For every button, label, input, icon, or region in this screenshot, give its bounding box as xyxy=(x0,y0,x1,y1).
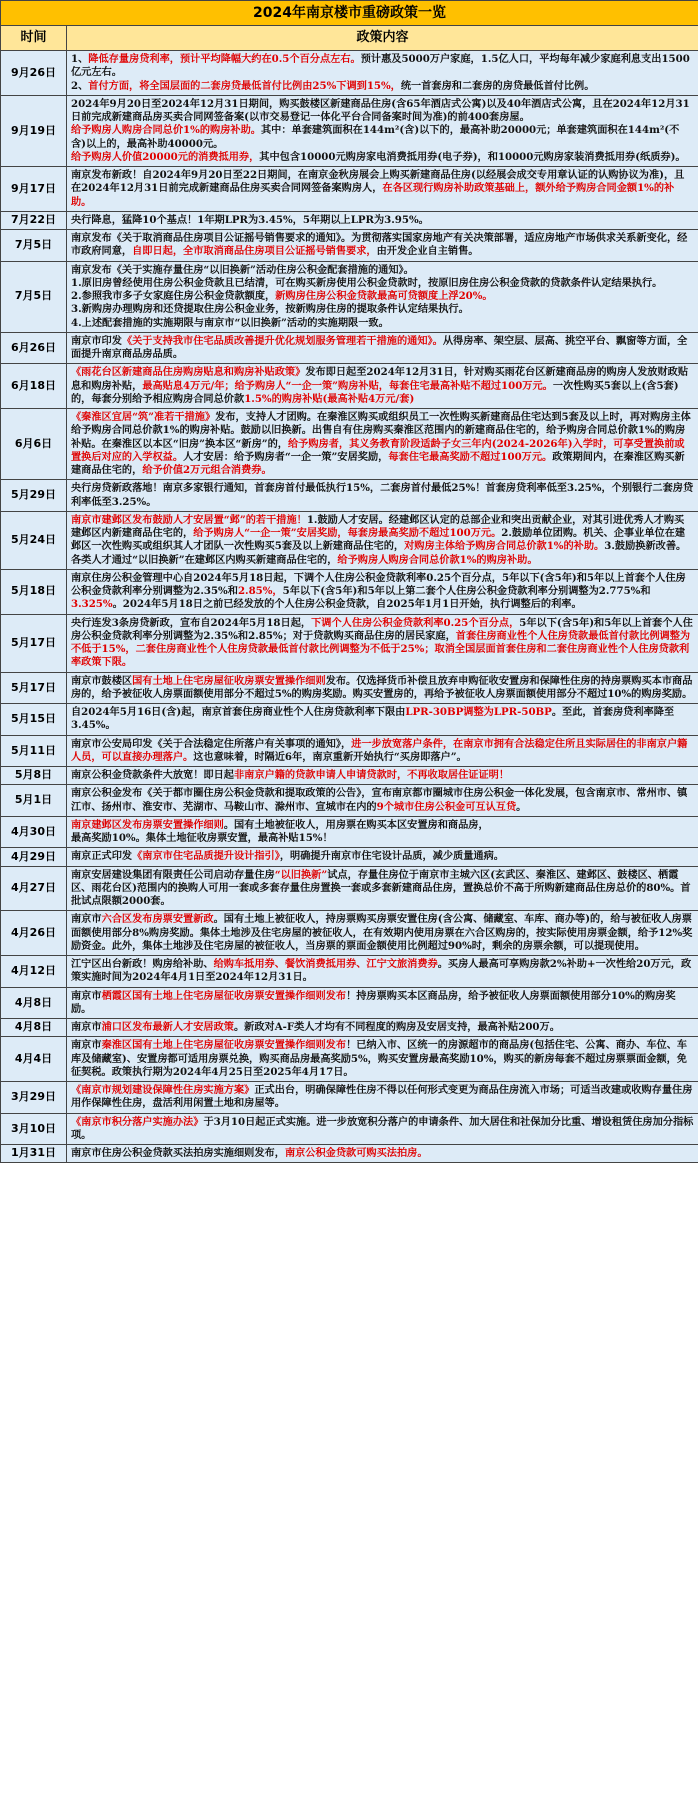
content-text: 5年以下(含5年)和5年以上首套个人住房公积金贷款利率分别调整为2.35%和2.85%；对于贷款购买商品住房的居民家庭， xyxy=(71,616,693,642)
row-date: 9月17日 xyxy=(1,167,67,212)
row-content xyxy=(67,767,698,785)
highlight-text: 降低存量房贷利率，预计平均降幅大约在0.5个百分点左右。 xyxy=(88,53,361,65)
highlight-text: 在各区现行购房补助政策基础上，额外给予购房合同金额1%的补助。 xyxy=(71,182,675,208)
table-row xyxy=(1,614,698,672)
row-content xyxy=(67,1082,698,1114)
content-text: 一次性购买5套以上(含5套)的，每套分别给予相应购房合同总价款 xyxy=(71,379,679,405)
table-row xyxy=(1,956,698,988)
row-date: 9月19日 xyxy=(1,95,67,166)
content-text: 最高奖励10%。集体土地征收房票安置，最高补贴15%！ xyxy=(71,832,333,844)
table-row xyxy=(1,480,698,512)
content-text: ！持房票购买本区商品房，给予被征收人房票面额使用部分10%的购房奖励。 xyxy=(71,989,676,1015)
content-text: 人才安居：给予购房者“一企一策”安居奖励， xyxy=(183,450,389,463)
content-text: 江宁区出台新政！购房给补助、 xyxy=(71,958,214,970)
content-text: 南京市鼓楼区 xyxy=(71,674,133,687)
row-content xyxy=(67,785,698,817)
content-text: 2024年9月20日至2024年12月31日期间，购买鼓楼区新建商品住房(含65年酒店式公寓)以及40年酒店式公寓，且在2024年12月31日前完成新建商品房买卖合同网签备案(以市交易登记一体化平台合同备案时间为准)的前400套房屋。 xyxy=(71,97,690,123)
content-text: 央行降息，猛降10个基点！1年期LPR为3.45%，5年期以上LPR为3.95%。 xyxy=(71,213,429,226)
table-row xyxy=(1,167,698,212)
row-date: 5月11日 xyxy=(1,735,67,767)
table-row xyxy=(1,785,698,817)
row-content xyxy=(67,1019,698,1037)
row-content xyxy=(67,480,698,512)
row-date: 9月26日 xyxy=(1,51,67,96)
row-date: 4月8日 xyxy=(1,987,67,1019)
row-date: 7月22日 xyxy=(1,211,67,229)
table-row xyxy=(1,1113,698,1145)
row-content xyxy=(67,956,698,988)
highlight-text: 2.85%， xyxy=(237,585,283,597)
content-text: 央行房贷新政落地！南京多家银行通知，首套房首付最低执行15%，二套房首付最低25%！首套房贷利率低至3.25%，个别银行二套房贷利率低至3.25%。 xyxy=(71,482,694,508)
content-text: 政策期间内，在秦淮区购买新建商品住宅的， xyxy=(71,450,685,476)
highlight-text: 浦口区发布最新人才安居政策 xyxy=(101,1021,234,1033)
highlight-text: 给购车抵用券、餐饮消费抵用券、江宁文旅消费券 xyxy=(213,958,438,970)
table-row xyxy=(1,261,698,332)
highlight-text: 秦淮区国有土地上住宅房屋征收房票安置操作细则发布 xyxy=(101,1039,347,1052)
highlight-text: 非南京户籍的贷款申请人申请贷款时，不再收取居住证证明！ xyxy=(234,769,510,781)
table-row xyxy=(1,1037,698,1082)
highlight-text: 首付方面，将全国层面的二套房贷最低首付比例由25%下调到15%， xyxy=(88,79,401,92)
highlight-text: 给予购房人购房合同总价1%的购房补助。 xyxy=(71,124,261,137)
row-date: 3月10日 xyxy=(1,1113,67,1145)
row-date: 4月12日 xyxy=(1,956,67,988)
table-row xyxy=(1,332,698,364)
highlight-text: LPR-30BP调整为LPR-50BP xyxy=(405,706,552,718)
row-content xyxy=(67,848,698,866)
highlight-text: 进一步放宽落户条件，在南京市拥有合法稳定住所且实际居住的非南京户籍人员，可以直接办理落户。 xyxy=(71,737,688,763)
row-content xyxy=(67,51,698,96)
content-text: 3.鼓励换新改善。各类人才通过“以旧换新”在建邺区内购买新建商品住宅的， xyxy=(71,540,687,566)
content-text: 。国有土地被征收人，用房票在购买本区安置房和商品房， xyxy=(223,818,489,831)
highlight-text: 《南京市住宅品质提升设计指引》 xyxy=(132,850,280,863)
row-date: 5月24日 xyxy=(1,511,67,569)
content-text: 正式出台，明确保障性住房不得以任何形式变更为商品住房流入市场；可适当改建或收购存量住房用作保障性住房，盘活利用闲置土地和房屋等。 xyxy=(71,1084,693,1110)
row-date: 4月4日 xyxy=(1,1037,67,1082)
row-date: 5月15日 xyxy=(1,704,67,736)
content-text: 南京公积金贷款条件大放宽！即日起 xyxy=(71,769,234,781)
content-text: ，明确提升南京市住宅设计品质，减少质量通病。 xyxy=(279,850,504,863)
row-date: 5月17日 xyxy=(1,672,67,704)
row-content xyxy=(67,735,698,767)
content-text: 。国有土地上被征收人，持房票购买房票安置住房(含公寓、储藏室、车库、商办等)的，给与被征收人房票面额使用部分8%购房奖励。集体土地涉及住宅房屋的被征收人，在有效期内使用房票在六合区购房的，按实际使用房票金额，给予12%奖励资金。此外，集体土地涉及住宅房屋的被征收人，当房票的票面金额使用比例超过90%时，剩余的房票余额，可以提现使用。 xyxy=(71,913,693,952)
row-content xyxy=(67,95,698,166)
content-text: 2.鼓励单位团购。机关、企事业单位在建邺区一次性购买或组织其人才团队一次性购买5套及以上新建商品住宅的， xyxy=(71,527,686,553)
table-row xyxy=(1,511,698,569)
column-header-date: 时间 xyxy=(1,26,67,51)
title-row xyxy=(1,1,698,26)
highlight-text: 《南京市规划建设保障性住房实施方案》 xyxy=(71,1084,255,1096)
content-text: 南京市 xyxy=(71,913,102,926)
content-text: 。新政对A-F类人才均有不同程度的购房及安居支持，最高补贴200万。 xyxy=(234,1021,560,1033)
row-content xyxy=(67,332,698,364)
row-date: 5月17日 xyxy=(1,614,67,672)
highlight-text: 给予购房人价值20000元的消费抵用券， xyxy=(71,150,260,163)
row-content xyxy=(67,230,698,262)
table-row xyxy=(1,816,698,848)
highlight-text: 新购房住房公积金贷款最高可贷额度上浮20%。 xyxy=(275,290,493,302)
content-text: 。买房人最高可享购房款2%补助+一次性给20万元，政策实施时间为2024年4月1日至2024年12月31日。 xyxy=(71,958,692,984)
content-text: 南京发布《关于取消商品住房项目公证摇号销售要求的通知》。为贯彻落实国家房地产有关决策部署，适应房地产市场供求关系新变化，经市政府同意， xyxy=(71,232,688,258)
row-date: 6月26日 xyxy=(1,332,67,364)
row-date: 5月1日 xyxy=(1,785,67,817)
content-text: 发布。仅选择货币补偿且放弃申购征收安置房和保障性住房的持房票购买本市商品房的，给予被征收人房票面额使用部分不超过5%的购房奖励。购买安置房的，再给予被征收人房票面额使用部分不超过10%的购房奖励。 xyxy=(71,674,693,700)
content-text: 。 xyxy=(516,800,527,813)
row-date: 4月29日 xyxy=(1,848,67,866)
row-content xyxy=(67,511,698,569)
table-row xyxy=(1,230,698,262)
content-text: 。至此，首套房贷利率降至3.45%。 xyxy=(71,706,675,732)
content-text: 5年以下(含5年)和5年以上第二套个人住房公积金贷款利率分别调整为2.775%和 xyxy=(282,585,651,597)
row-content xyxy=(67,167,698,212)
content-text: 发布，支持人才团购。在秦淮区购买或组织员工一次性购买新建商品住宅达到5套及以上时，再对购房主体给予购房合同总价款1%的购房补贴。鼓励以旧换新。出售自有住房购买秦淮区范围内的新建商品住宅的，给予购房合同总价款1%的购房补贴。在秦淮区以本区“旧房”换本区“新房”的， xyxy=(71,411,691,450)
row-content xyxy=(67,1113,698,1145)
policy-rows xyxy=(1,51,698,1163)
content-text: 1、 xyxy=(71,53,89,65)
row-date: 6月6日 xyxy=(1,409,67,480)
table-row xyxy=(1,866,698,911)
table-row xyxy=(1,409,698,480)
table-row xyxy=(1,1082,698,1114)
row-content xyxy=(67,211,698,229)
row-date: 7月5日 xyxy=(1,261,67,332)
row-date: 7月5日 xyxy=(1,230,67,262)
content-text: 南京住房公积金管理中心自2024年5月18日起，下调个人住房公积金贷款利率0.25个百分点，5年以下(含5年)和5年以上首套个人住房公积金贷款利率分别调整为2.35%和 xyxy=(71,571,686,597)
row-date: 4月30日 xyxy=(1,816,67,848)
table-row xyxy=(1,848,698,866)
highlight-text: 南京建邺区发布房票安置操作细则 xyxy=(71,818,224,831)
table-row xyxy=(1,51,698,96)
row-content xyxy=(67,987,698,1019)
content-text: 1.原旧房曾经使用住房公积金贷款且已结清，可在购买新房使用公积金贷款时，按原旧房住房公积金贷款的贷款条件认定结果执行。 xyxy=(71,276,663,289)
content-text: 南京市公安局印发《关于合法稳定住所落户有关事项的通知》， xyxy=(71,737,352,750)
content-text: 发布即日起至2024年12月31日，针对购买雨花台区新建商品房的购房人发放财政贴息和购房补贴， xyxy=(71,366,689,392)
highlight-text: 给予价值2万元组合消费券。 xyxy=(142,464,272,476)
content-text: 南京安居建设集团有限责任公司启动存量住房 xyxy=(71,868,275,881)
content-text: 南京市住房公积金贷款买法拍房实施细则发布， xyxy=(71,1147,285,1159)
highlight-text: 最高贴息4万元/年；给予购房人“一企一策”购房补贴，每套住宅最高补贴不超过100万元。 xyxy=(142,379,553,392)
content-text: 央行连发3条房贷新政，宣布自2024年5月18日起， xyxy=(71,616,312,629)
row-date: 1月31日 xyxy=(1,1145,67,1163)
highlight-text: 栖霞区国有土地上住宅房屋征收房票安置操作细则发布 xyxy=(101,989,347,1002)
row-date: 4月26日 xyxy=(1,911,67,956)
content-text: 从得房率、架空层、层高、挑空平台、飘窗等方面，全面提升南京商品房品质。 xyxy=(71,334,688,360)
highlight-text: 每套住宅最高奖励不超过100万元。 xyxy=(388,450,553,463)
highlight-text: “以旧换新” xyxy=(274,868,328,881)
content-text: 南京市 xyxy=(71,1021,102,1033)
table-row xyxy=(1,95,698,166)
highlight-text: 9个城市住房公积金可互认互贷 xyxy=(376,800,517,813)
table-row xyxy=(1,672,698,704)
content-text: 南京正式印发 xyxy=(71,850,133,863)
row-content xyxy=(67,364,698,409)
highlight-text: 南京市建邺区发布鼓励人才安居置“邺”的若干措施！ xyxy=(71,513,307,526)
content-text: 南京市印发 xyxy=(71,334,122,347)
table-row xyxy=(1,911,698,956)
highlight-text: 南京公积金贷款可购买法拍房。 xyxy=(284,1147,428,1159)
content-text: 南京市 xyxy=(71,1039,102,1052)
content-text: 3.新购房办理购房和还贷提取住房公积金业务，按新购房住房的提取条件认定结果执行。 xyxy=(71,303,469,316)
row-date: 4月8日 xyxy=(1,1019,67,1037)
content-text: 于3月10日起正式实施。进一步放宽积分落户的申请条件、加大居住和社保加分比重、增设租赁住房加分指标项。 xyxy=(71,1115,694,1141)
highlight-text: 《南京市积分落户实施办法》 xyxy=(71,1115,204,1128)
highlight-text: 国有土地上住宅房屋征收房票安置操作细则 xyxy=(132,674,326,687)
table-row xyxy=(1,704,698,736)
highlight-text: 给予购房人购房合同总价款1%的购房补助。 xyxy=(337,553,538,566)
content-text: 试点，存量住房位于南京市主城六区(玄武区、秦淮区、建邺区、鼓楼区、栖霞区、雨花台区)范围内的换购人可用一套或多套存量住房置换一套或多套新建商品住房，置换总价不高于所购新建商品住房总价的80%。首批试点限额2000套。 xyxy=(71,868,691,907)
row-date: 5月8日 xyxy=(1,767,67,785)
highlight-text: 对购房主体给予购房合同总价款1%的补助。 xyxy=(404,540,605,553)
row-content xyxy=(67,261,698,332)
highlight-text: 《雨花台区新建商品住房购房贴息和购房补贴政策》 xyxy=(71,366,306,379)
row-date: 4月27日 xyxy=(1,866,67,911)
table-row xyxy=(1,211,698,229)
highlight-text: 自即日起，全市取消商品住房项目公证摇号销售要求， xyxy=(132,245,377,258)
table-title: 2024年南京楼市重磅政策一览 xyxy=(1,1,698,26)
row-date: 5月29日 xyxy=(1,480,67,512)
row-content xyxy=(67,569,698,614)
table-row xyxy=(1,1145,698,1163)
content-text: 由开发企业自主销售。 xyxy=(376,245,479,258)
row-content xyxy=(67,409,698,480)
row-content xyxy=(67,816,698,848)
content-text: 2.参照我市多子女家庭住房公积金贷款额度， xyxy=(71,290,276,302)
row-date: 3月29日 xyxy=(1,1082,67,1114)
table-row xyxy=(1,987,698,1019)
content-text: 2、 xyxy=(71,79,89,92)
row-date: 6月18日 xyxy=(1,364,67,409)
table-row xyxy=(1,767,698,785)
table-row xyxy=(1,1019,698,1037)
content-text: 自2024年5月16日(含)起，南京首套住房商业性个人住房贷款利率下限由 xyxy=(71,706,406,718)
content-text: 其中：单套建筑面积在144m²(含)以下的，最高补助20000元；单套建筑面积在144m²(不含)以上的，最高补助40000元。 xyxy=(71,124,680,150)
content-text: 南京发布新政！自2024年9月20日至22日期间，在南京金秋房展会上购买新建商品住房(以经展会成交专用章认证的认购协议为准)，且在2024年12月31日前完成新建商品住房买卖合同网签备案购房人， xyxy=(71,169,685,195)
content-text: 南京市 xyxy=(71,989,102,1002)
column-header-content: 政策内容 xyxy=(67,26,698,51)
row-content xyxy=(67,1037,698,1082)
row-content xyxy=(67,866,698,911)
content-text: 这也意味着，时隔近6年，南京重新开始执行“买房即落户”。 xyxy=(193,750,467,763)
row-content xyxy=(67,672,698,704)
table-row xyxy=(1,364,698,409)
highlight-text: 3.325% xyxy=(71,598,113,611)
highlight-text: 给予购房者，其义务教育阶段适龄子女三年内(2024-2026年)入学时，可享受置换前或置换后对应的入学权益。 xyxy=(71,437,685,463)
row-content xyxy=(67,614,698,672)
highlight-text: 《秦淮区宜居“筑”准若干措施》 xyxy=(71,411,216,423)
row-content xyxy=(67,1145,698,1163)
table-row xyxy=(1,569,698,614)
highlight-text: 1.5%的购房补贴(最高补贴4万元/套) xyxy=(244,392,415,405)
content-text: 。2024年5月18日之前已经发放的个人住房公积金贷款，自2025年1月1日开始，执行调整后的利率。 xyxy=(112,598,582,611)
header-row xyxy=(1,26,698,51)
highlight-text: 首套住房商业性个人住房贷款最低首付款比例调整为不低于15%，二套住房商业性个人住房贷款最低首付款比例调整为不低于25%；取消全国层面首套住房和二套住房商业性个人住房贷款利率政策下限。 xyxy=(71,629,691,669)
content-text: ！已纳入市、区统一的房源超市的商品房(包括住宅、公寓、商办、车位、车库及储藏室)、安置房都可适用房票兑换，购买商品房最高奖励5%，购买安置房最高奖励10%，购买的新房每套不超过房票票面金额，免征契税。政策执行期为2024年4月25日至2025年4月17日。 xyxy=(71,1039,688,1078)
highlight-text: 《关于支持我市住宅品质改善提升优化规划服务管理若干措施的通知》。 xyxy=(121,334,443,347)
content-text: 其中包含10000元购房家电消费抵用券(电子券)，和10000元购房家装消费抵用券(纸质券)。 xyxy=(259,150,686,163)
content-text: 南京发布《关于实施存量住房“以旧换新”活动住房公积金配套措施的通知》。 xyxy=(71,263,414,276)
row-content xyxy=(67,704,698,736)
content-text: 1.鼓励人才安居。经建邺区认定的总部企业和突出贡献企业，对其引进优秀人才购买建邺区内新建商品住宅的， xyxy=(71,513,685,539)
content-text: 预计惠及5000万户家庭，1.5亿人口，平均每年减少家庭利息支出1500亿元左右。 xyxy=(71,53,690,79)
row-content xyxy=(67,911,698,956)
content-text: 4.上述配套措施的实施期限与南京市“以旧换新”活动的实施期限一致。 xyxy=(71,316,389,329)
highlight-text: 六合区发布房票安置新政 xyxy=(101,913,214,926)
content-text: 统一首套房和二套房的房贷最低首付比例。 xyxy=(400,79,595,92)
highlight-text: 下调个人住房公积金贷款利率0.25个百分点， xyxy=(311,616,520,629)
row-date: 5月18日 xyxy=(1,569,67,614)
highlight-text: 给予购房人“一企一策”安居奖励，每套房最高奖励不超过100万元。 xyxy=(193,527,502,539)
table-row xyxy=(1,735,698,767)
content-text: 南京公积金发布《关于都市圈住房公积金贷款和提取政策的公告》，宣布南京都市圈城市住房公积金一体化发展，包含南京市、常州市、镇江市、扬州市、淮安市、芜湖市、马鞍山市、滁州市、宣城市在内的 xyxy=(71,787,688,813)
